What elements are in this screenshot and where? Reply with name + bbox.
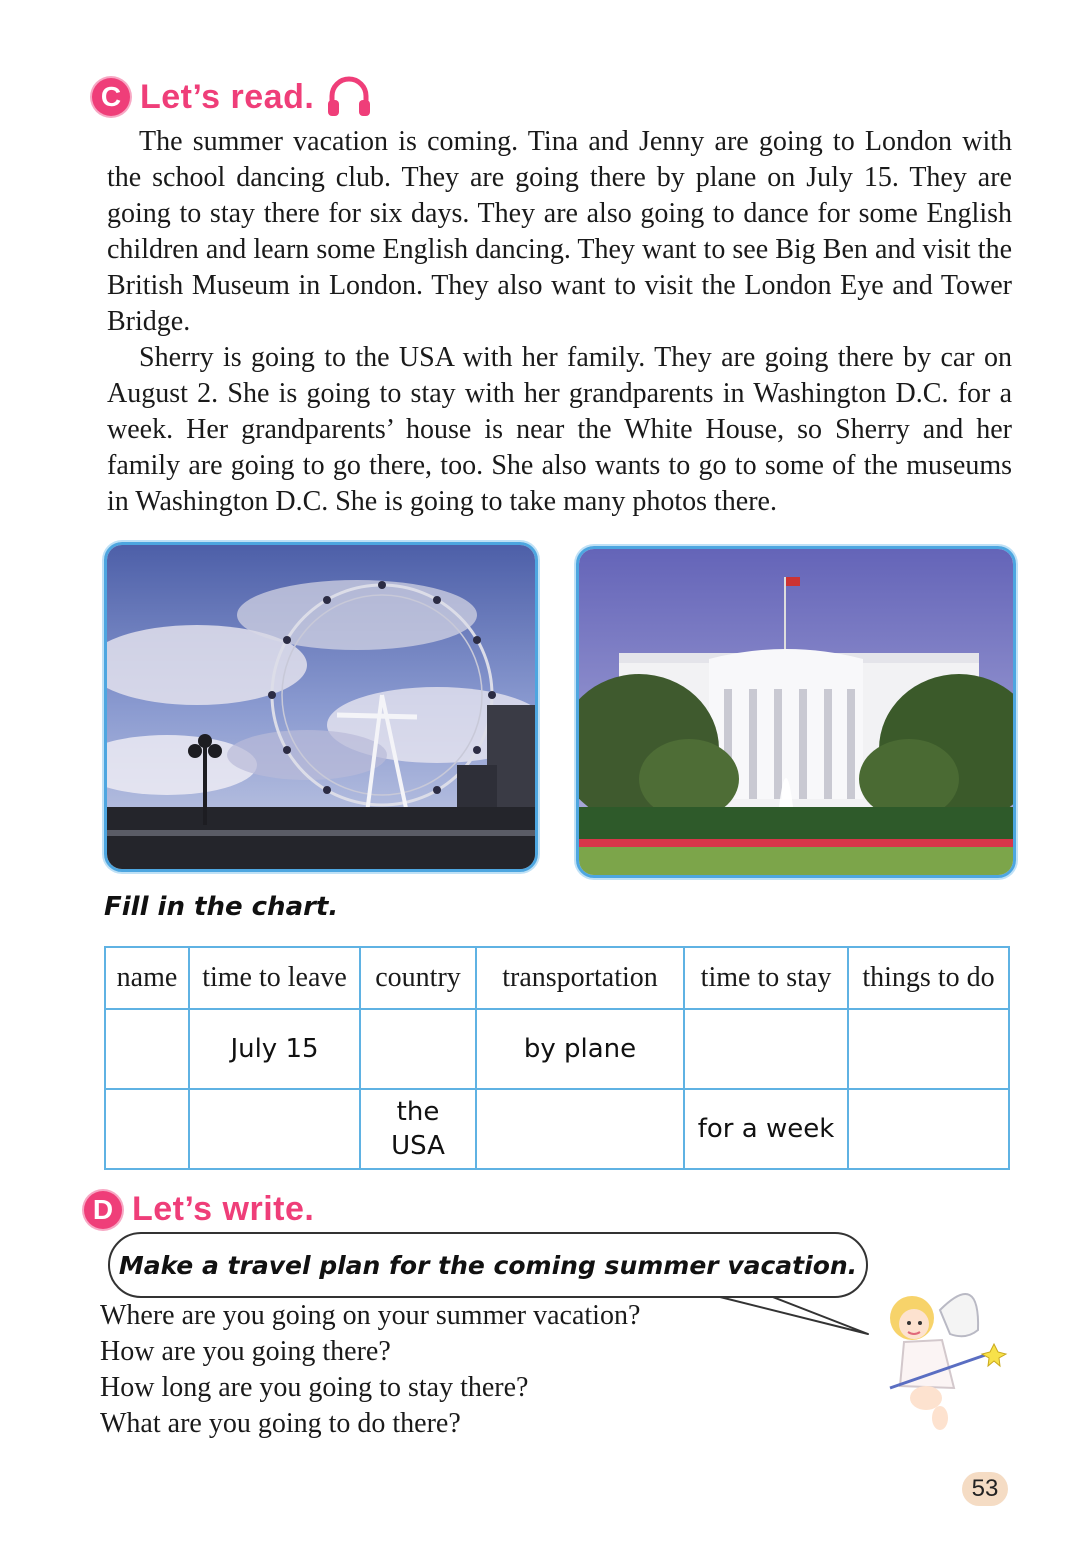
cell-things-to-do[interactable] xyxy=(848,1009,1009,1089)
cell-transportation[interactable]: by plane xyxy=(476,1009,684,1089)
header-transportation: transportation xyxy=(476,947,684,1009)
chart-header-row xyxy=(105,947,1009,1009)
page-number: 53 xyxy=(962,1472,1008,1506)
cell-time-to-leave[interactable] xyxy=(189,1089,360,1169)
headphones-icon[interactable] xyxy=(326,76,372,118)
header-country: country xyxy=(360,947,476,1009)
white-house-photo xyxy=(576,546,1016,878)
question-1: Where are you going on your summer vacation? xyxy=(100,1300,641,1331)
section-c-heading xyxy=(92,76,372,118)
cell-time-to-stay[interactable] xyxy=(684,1009,848,1089)
speech-bubble xyxy=(108,1232,868,1298)
reading-paragraph-2: Sherry is going to the USA with her family. They are going there by car on August 2. She is going to stay with her grandparents in Washington D.C. for a week. Her grandparents’ house is near the White House, so Sherry and her family are going to go there, too. She also wants to go to some of the museums in Washington D.C. She is going to take many photos there. xyxy=(107,342,1012,517)
angel-icon xyxy=(870,1270,1010,1440)
question-3: How long are you going to stay there? xyxy=(100,1372,529,1403)
section-d-heading xyxy=(84,1190,314,1229)
section-d-badge: D xyxy=(84,1191,122,1229)
london-eye-photo xyxy=(104,542,538,872)
cell-name[interactable] xyxy=(105,1009,189,1089)
section-c-badge: C xyxy=(92,78,130,116)
cell-things-to-do[interactable] xyxy=(848,1089,1009,1169)
header-time-to-stay: time to stay xyxy=(684,947,848,1009)
fill-in-chart xyxy=(104,946,1010,1170)
section-d-title: Let’s write. xyxy=(132,1190,315,1228)
table-row xyxy=(105,1009,1009,1089)
table-row xyxy=(105,1089,1009,1169)
cell-name[interactable] xyxy=(105,1089,189,1169)
cell-country[interactable]: the USA xyxy=(360,1089,476,1169)
reading-paragraph-1: The summer vacation is coming. Tina and Jenny are going to London with the school dancing club. They are going there by plane on July 15. They are going to stay there for six days. They are also going to dance for some English children and learn some English dancing. They want to see Big Ben and visit the British Museum in London. They also want to visit the London Eye and Tower Bridge. xyxy=(107,126,1012,337)
writing-prompt: Make a travel plan for the coming summer vacation. xyxy=(118,1250,858,1280)
header-name: name xyxy=(105,947,189,1009)
chart-instruction: Fill in the chart. xyxy=(104,892,339,922)
question-2: How are you going there? xyxy=(100,1336,391,1367)
cell-country[interactable] xyxy=(360,1009,476,1089)
cell-time-to-leave[interactable]: July 15 xyxy=(189,1009,360,1089)
header-things-to-do: things to do xyxy=(848,947,1009,1009)
cell-transportation[interactable] xyxy=(476,1089,684,1169)
header-time-to-leave: time to leave xyxy=(189,947,360,1009)
section-c-title: Let’s read. xyxy=(140,77,315,116)
question-4: What are you going to do there? xyxy=(100,1408,461,1439)
cell-time-to-stay[interactable]: for a week xyxy=(684,1089,848,1169)
